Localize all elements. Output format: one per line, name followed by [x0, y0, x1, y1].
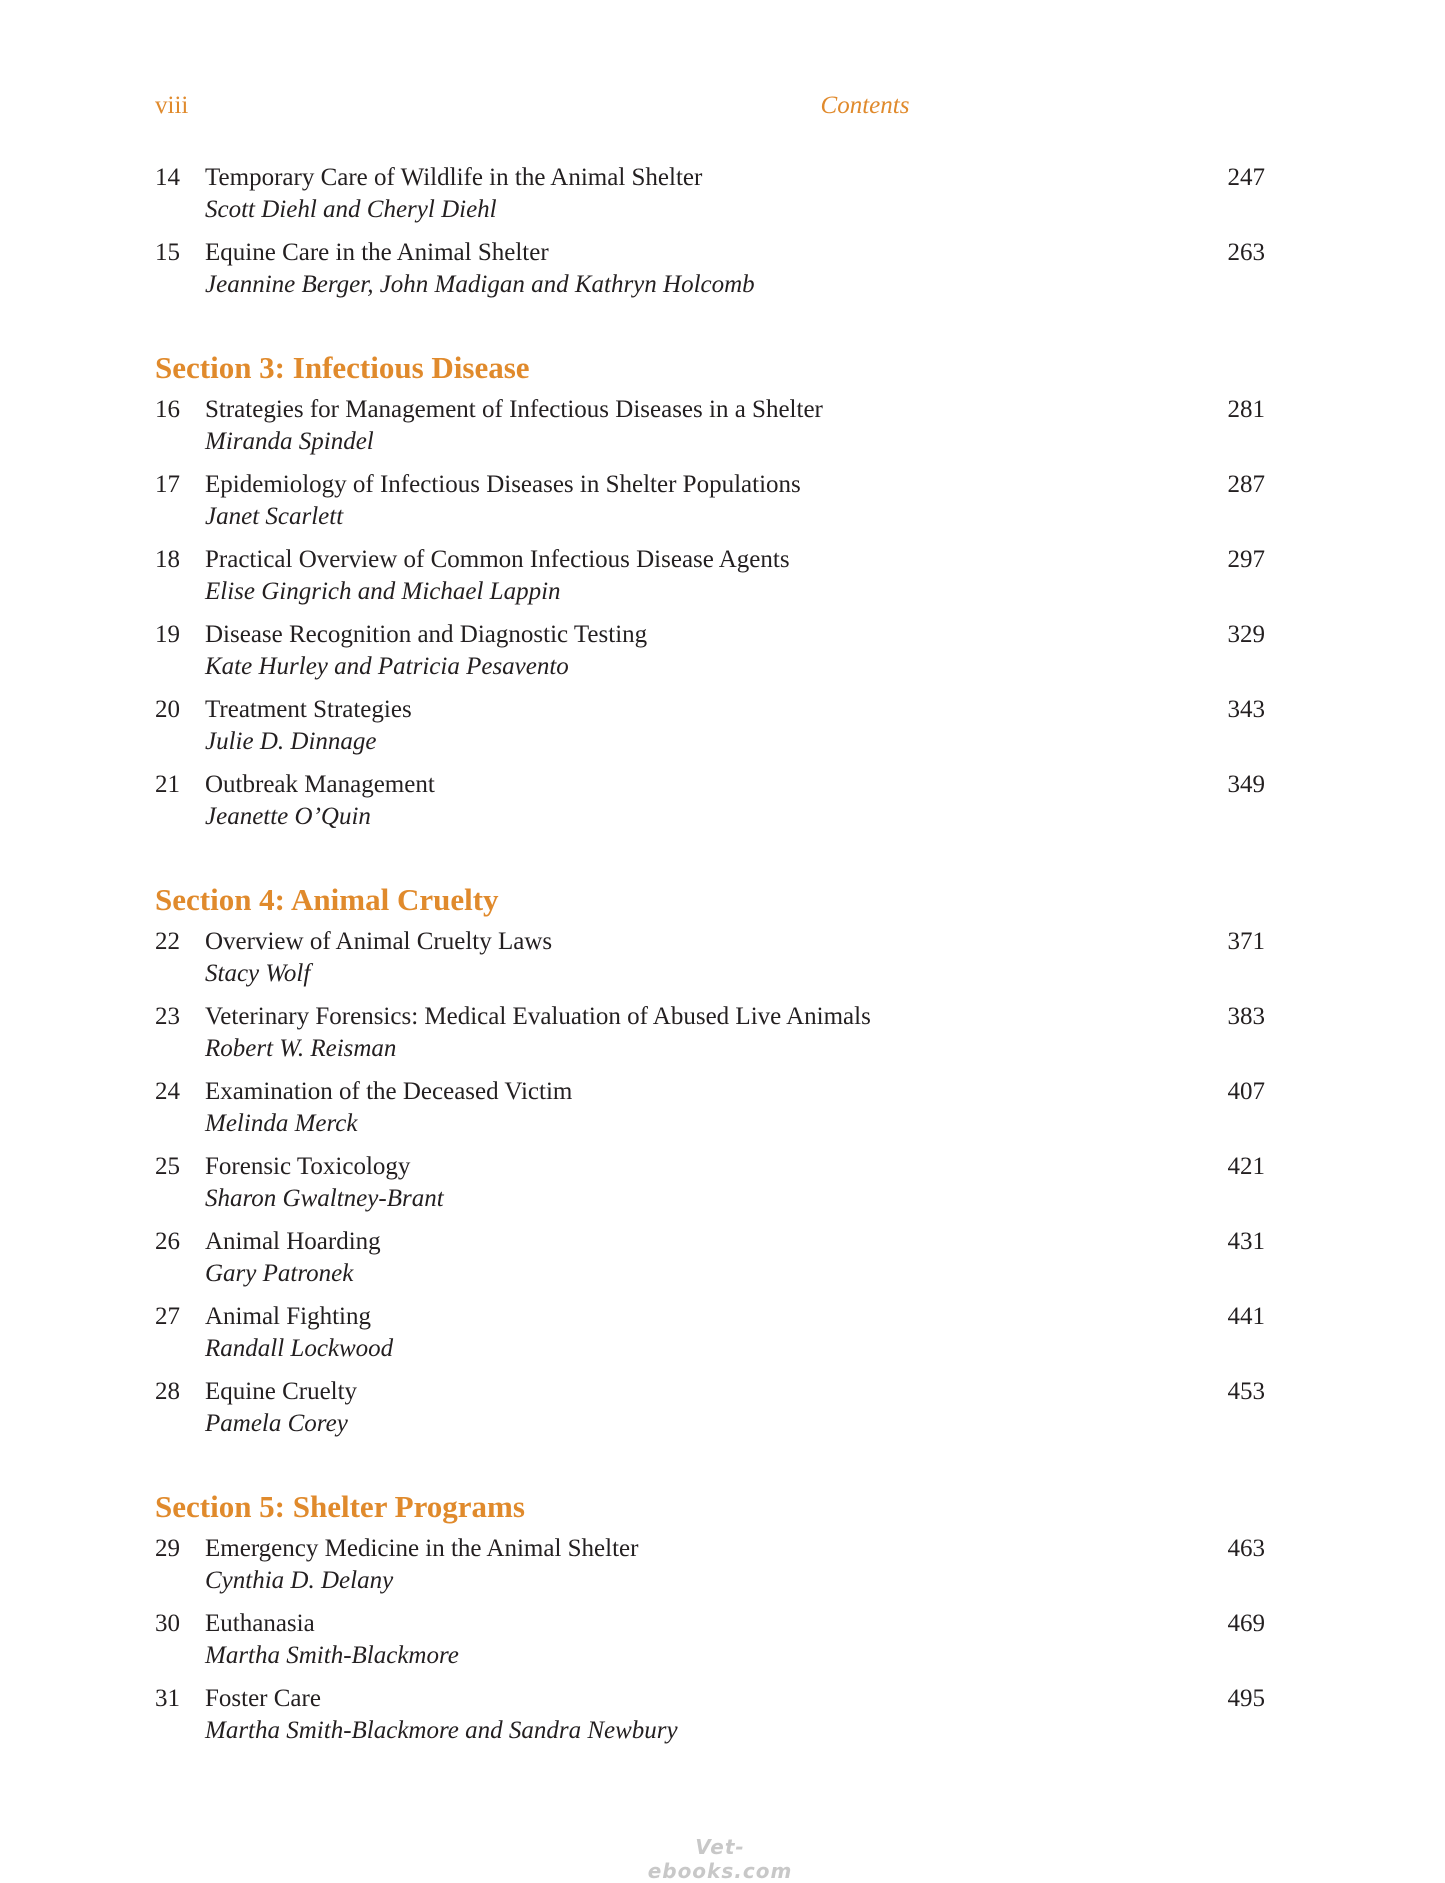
- chapter-title: Foster Care: [205, 1685, 321, 1712]
- chapter-authors: Stacy Wolf: [205, 960, 311, 987]
- chapter-number: 18: [155, 546, 180, 573]
- toc-entry[interactable]: [155, 1301, 1265, 1376]
- toc-entry[interactable]: [155, 162, 1265, 237]
- page-folio: viii: [155, 92, 189, 119]
- running-head: [155, 92, 1265, 128]
- chapter-title: Practical Overview of Common Infectious Disease Agents: [205, 546, 790, 573]
- chapter-title: Epidemiology of Infectious Diseases in Shelter Populations: [205, 471, 801, 498]
- chapter-page: 495: [1227, 1685, 1265, 1712]
- chapter-page: 431: [1227, 1228, 1265, 1255]
- chapter-authors: Martha Smith-Blackmore: [205, 1642, 459, 1669]
- chapter-title: Emergency Medicine in the Animal Shelter: [205, 1535, 639, 1562]
- chapter-page: 453: [1227, 1378, 1265, 1405]
- watermark-logo: Vet-ebooks.com: [647, 1835, 793, 1883]
- toc-entry[interactable]: [155, 769, 1265, 844]
- chapter-number: 17: [155, 471, 180, 498]
- chapter-page: 263: [1227, 239, 1265, 266]
- chapter-authors: Jeannine Berger, John Madigan and Kathryn Holcomb: [205, 271, 755, 298]
- chapter-authors: Melinda Merck: [205, 1110, 358, 1137]
- chapter-title: Veterinary Forensics: Medical Evaluation of Abused Live Animals: [205, 1003, 871, 1030]
- section-heading: Section 5: Shelter Programs: [155, 1489, 525, 1524]
- chapter-page: 371: [1227, 928, 1265, 955]
- chapter-authors: Elise Gingrich and Michael Lappin: [205, 578, 561, 605]
- toc-entry[interactable]: [155, 1683, 1265, 1758]
- chapter-page: 407: [1227, 1078, 1265, 1105]
- chapter-page: 297: [1227, 546, 1265, 573]
- chapter-title: Euthanasia: [205, 1610, 315, 1637]
- chapter-number: 15: [155, 239, 180, 266]
- chapter-number: 29: [155, 1535, 180, 1562]
- chapter-page: 421: [1227, 1153, 1265, 1180]
- chapter-authors: Julie D. Dinnage: [205, 728, 377, 755]
- chapter-title: Equine Cruelty: [205, 1378, 358, 1405]
- toc-entry[interactable]: [155, 1226, 1265, 1301]
- toc-entry[interactable]: [155, 544, 1265, 619]
- chapter-page: 247: [1227, 164, 1265, 191]
- chapter-number: 14: [155, 164, 180, 191]
- chapter-title: Temporary Care of Wildlife in the Animal Shelter: [205, 164, 703, 191]
- toc-entry[interactable]: [155, 694, 1265, 769]
- table-of-contents: [155, 162, 1265, 1758]
- chapter-number: 26: [155, 1228, 180, 1255]
- chapter-title: Equine Care in the Animal Shelter: [205, 239, 549, 266]
- chapter-number: 16: [155, 396, 180, 423]
- chapter-page: 469: [1227, 1610, 1265, 1637]
- chapter-page: 349: [1227, 771, 1265, 798]
- chapter-number: 31: [155, 1685, 180, 1712]
- chapter-title: Examination of the Deceased Victim: [205, 1078, 573, 1105]
- toc-entry[interactable]: [155, 1533, 1265, 1608]
- chapter-title: Animal Fighting: [205, 1303, 371, 1330]
- toc-entry[interactable]: [155, 1151, 1265, 1226]
- chapter-page: 343: [1227, 696, 1265, 723]
- chapter-title: Disease Recognition and Diagnostic Testing: [205, 621, 648, 648]
- chapter-authors: Scott Diehl and Cheryl Diehl: [205, 196, 497, 223]
- chapter-number: 30: [155, 1610, 180, 1637]
- chapter-title: Animal Hoarding: [205, 1228, 381, 1255]
- chapter-authors: Miranda Spindel: [205, 428, 374, 455]
- chapter-number: 20: [155, 696, 180, 723]
- chapter-authors: Sharon Gwaltney-Brant: [205, 1185, 444, 1212]
- toc-entry[interactable]: [155, 1608, 1265, 1683]
- chapter-number: 28: [155, 1378, 180, 1405]
- toc-entry[interactable]: [155, 1376, 1265, 1451]
- chapter-title: Outbreak Management: [205, 771, 435, 798]
- chapter-page: 463: [1227, 1535, 1265, 1562]
- toc-entry[interactable]: [155, 926, 1265, 1001]
- chapter-authors: Jeanette O’Quin: [205, 803, 371, 830]
- chapter-authors: Martha Smith-Blackmore and Sandra Newbury: [205, 1717, 678, 1744]
- toc-entry[interactable]: [155, 1001, 1265, 1076]
- section-heading: Section 3: Infectious Disease: [155, 350, 530, 385]
- toc-entry[interactable]: [155, 469, 1265, 544]
- toc-entry[interactable]: [155, 394, 1265, 469]
- chapter-authors: Robert W. Reisman: [205, 1035, 397, 1062]
- chapter-number: 19: [155, 621, 180, 648]
- chapter-authors: Janet Scarlett: [205, 503, 344, 530]
- toc-entry[interactable]: [155, 619, 1265, 694]
- chapter-authors: Cynthia D. Delany: [205, 1567, 394, 1594]
- chapter-title: Overview of Animal Cruelty Laws: [205, 928, 553, 955]
- chapter-title: Forensic Toxicology: [205, 1153, 411, 1180]
- chapter-number: 24: [155, 1078, 180, 1105]
- chapter-authors: Kate Hurley and Patricia Pesavento: [205, 653, 569, 680]
- chapter-authors: Pamela Corey: [205, 1410, 348, 1437]
- toc-entry[interactable]: [155, 237, 1265, 312]
- chapter-page: 329: [1227, 621, 1265, 648]
- chapter-page: 287: [1227, 471, 1265, 498]
- section-heading: Section 4: Animal Cruelty: [155, 882, 499, 917]
- chapter-number: 23: [155, 1003, 180, 1030]
- chapter-number: 21: [155, 771, 180, 798]
- chapter-title: Strategies for Management of Infectious Diseases in a Shelter: [205, 396, 823, 423]
- chapter-number: 25: [155, 1153, 180, 1180]
- running-title: Contents: [820, 92, 910, 119]
- chapter-number: 22: [155, 928, 180, 955]
- chapter-title: Treatment Strategies: [205, 696, 412, 723]
- toc-entry[interactable]: [155, 1076, 1265, 1151]
- chapter-authors: Randall Lockwood: [205, 1335, 394, 1362]
- chapter-authors: Gary Patronek: [205, 1260, 354, 1287]
- chapter-page: 281: [1227, 396, 1265, 423]
- chapter-page: 383: [1227, 1003, 1265, 1030]
- chapter-page: 441: [1227, 1303, 1265, 1330]
- chapter-number: 27: [155, 1303, 180, 1330]
